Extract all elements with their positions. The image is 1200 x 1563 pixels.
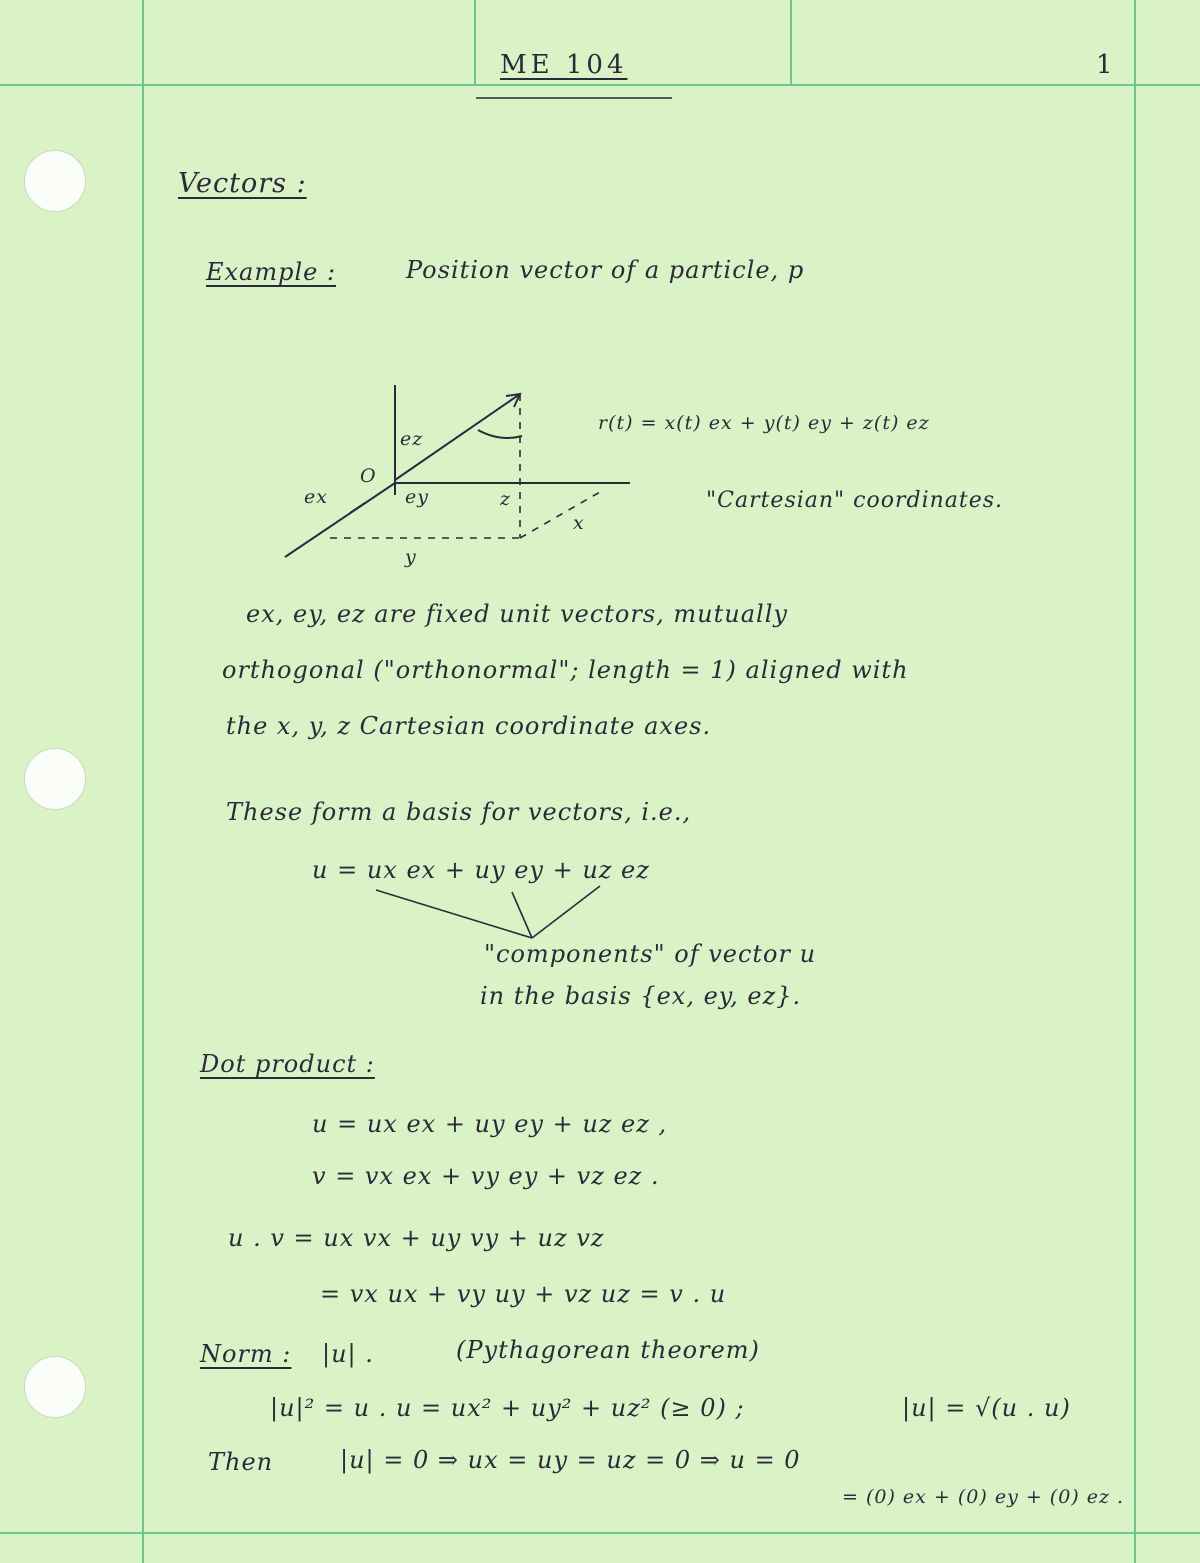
example-text: Position vector of a particle, p (406, 256, 805, 284)
basis-line-4: These form a basis for vectors, i.e., (226, 798, 692, 826)
dot-product-line-1: u . v = ux vx + uy vy + uz vz (228, 1224, 605, 1252)
basis-line-2: orthogonal ("orthonormal"; length = 1) aligned with (222, 656, 909, 684)
binder-hole-top (24, 150, 86, 212)
zero-vector-expansion: = (0) ex + (0) ey + (0) ez . (842, 1486, 1125, 1508)
label-x: x (573, 512, 585, 534)
norm-note: (Pythagorean theorem) (456, 1336, 760, 1364)
pointer-line-uz (532, 886, 600, 938)
position-equation: r(t) = x(t) ex + y(t) ey + z(t) ez (598, 412, 930, 434)
then-equation: |u| = 0 ⇒ ux = uy = uz = 0 ⇒ u = 0 (340, 1446, 801, 1474)
label-ex: ex (304, 486, 328, 508)
binder-hole-bottom (24, 1356, 86, 1418)
norm-heading: Norm : (200, 1340, 292, 1368)
label-z: z (500, 488, 512, 510)
binder-hole-middle (24, 748, 86, 810)
header-divider-left (474, 0, 476, 84)
v-definition: v = vx ex + vy ey + vz ez . (312, 1162, 660, 1190)
label-y: y (405, 546, 417, 568)
angle-arc (478, 430, 522, 438)
course-title: ME 104 (500, 50, 628, 80)
basis-line-1: ex, ey, ez are fixed unit vectors, mutually (246, 600, 788, 628)
cartesian-caption: "Cartesian" coordinates. (706, 488, 1004, 513)
label-ez: ez (400, 428, 424, 450)
header-rule (0, 84, 1200, 86)
then-label: Then (208, 1448, 274, 1476)
components-line-2: in the basis {ex, ey, ez}. (480, 982, 802, 1010)
section-title: Vectors : (178, 168, 307, 199)
pointer-line-uy (512, 892, 532, 938)
pointer-line-ux (376, 890, 532, 938)
label-origin: O (360, 465, 377, 487)
dot-product-heading: Dot product : (200, 1050, 375, 1078)
label-ey: ey (405, 486, 429, 508)
cartesian-diagram (270, 380, 650, 580)
x-projection-line (520, 492, 600, 538)
dot-product-line-2: = vx ux + vy uy + vz uz = v . u (320, 1280, 727, 1308)
u-definition: u = ux ex + uy ey + uz ez , (312, 1110, 668, 1138)
right-margin-rule (1134, 0, 1136, 1563)
norm-root: |u| = √(u . u) (902, 1394, 1071, 1422)
example-label: Example : (206, 258, 337, 286)
components-line-1: "components" of vector u (484, 940, 817, 968)
x-axis (285, 483, 395, 557)
footer-rule (0, 1532, 1200, 1534)
page-number: 1 (1096, 50, 1117, 80)
norm-equation: |u|² = u . u = ux² + uy² + uz² (≥ 0) ; (270, 1394, 745, 1422)
header-divider-right (790, 0, 792, 84)
basis-equation: u = ux ex + uy ey + uz ez (312, 856, 650, 884)
ex-vector (350, 503, 365, 513)
norm-symbol: |u| . (322, 1340, 374, 1368)
left-margin-rule (142, 0, 144, 1563)
basis-line-3: the x, y, z Cartesian coordinate axes. (226, 712, 712, 740)
